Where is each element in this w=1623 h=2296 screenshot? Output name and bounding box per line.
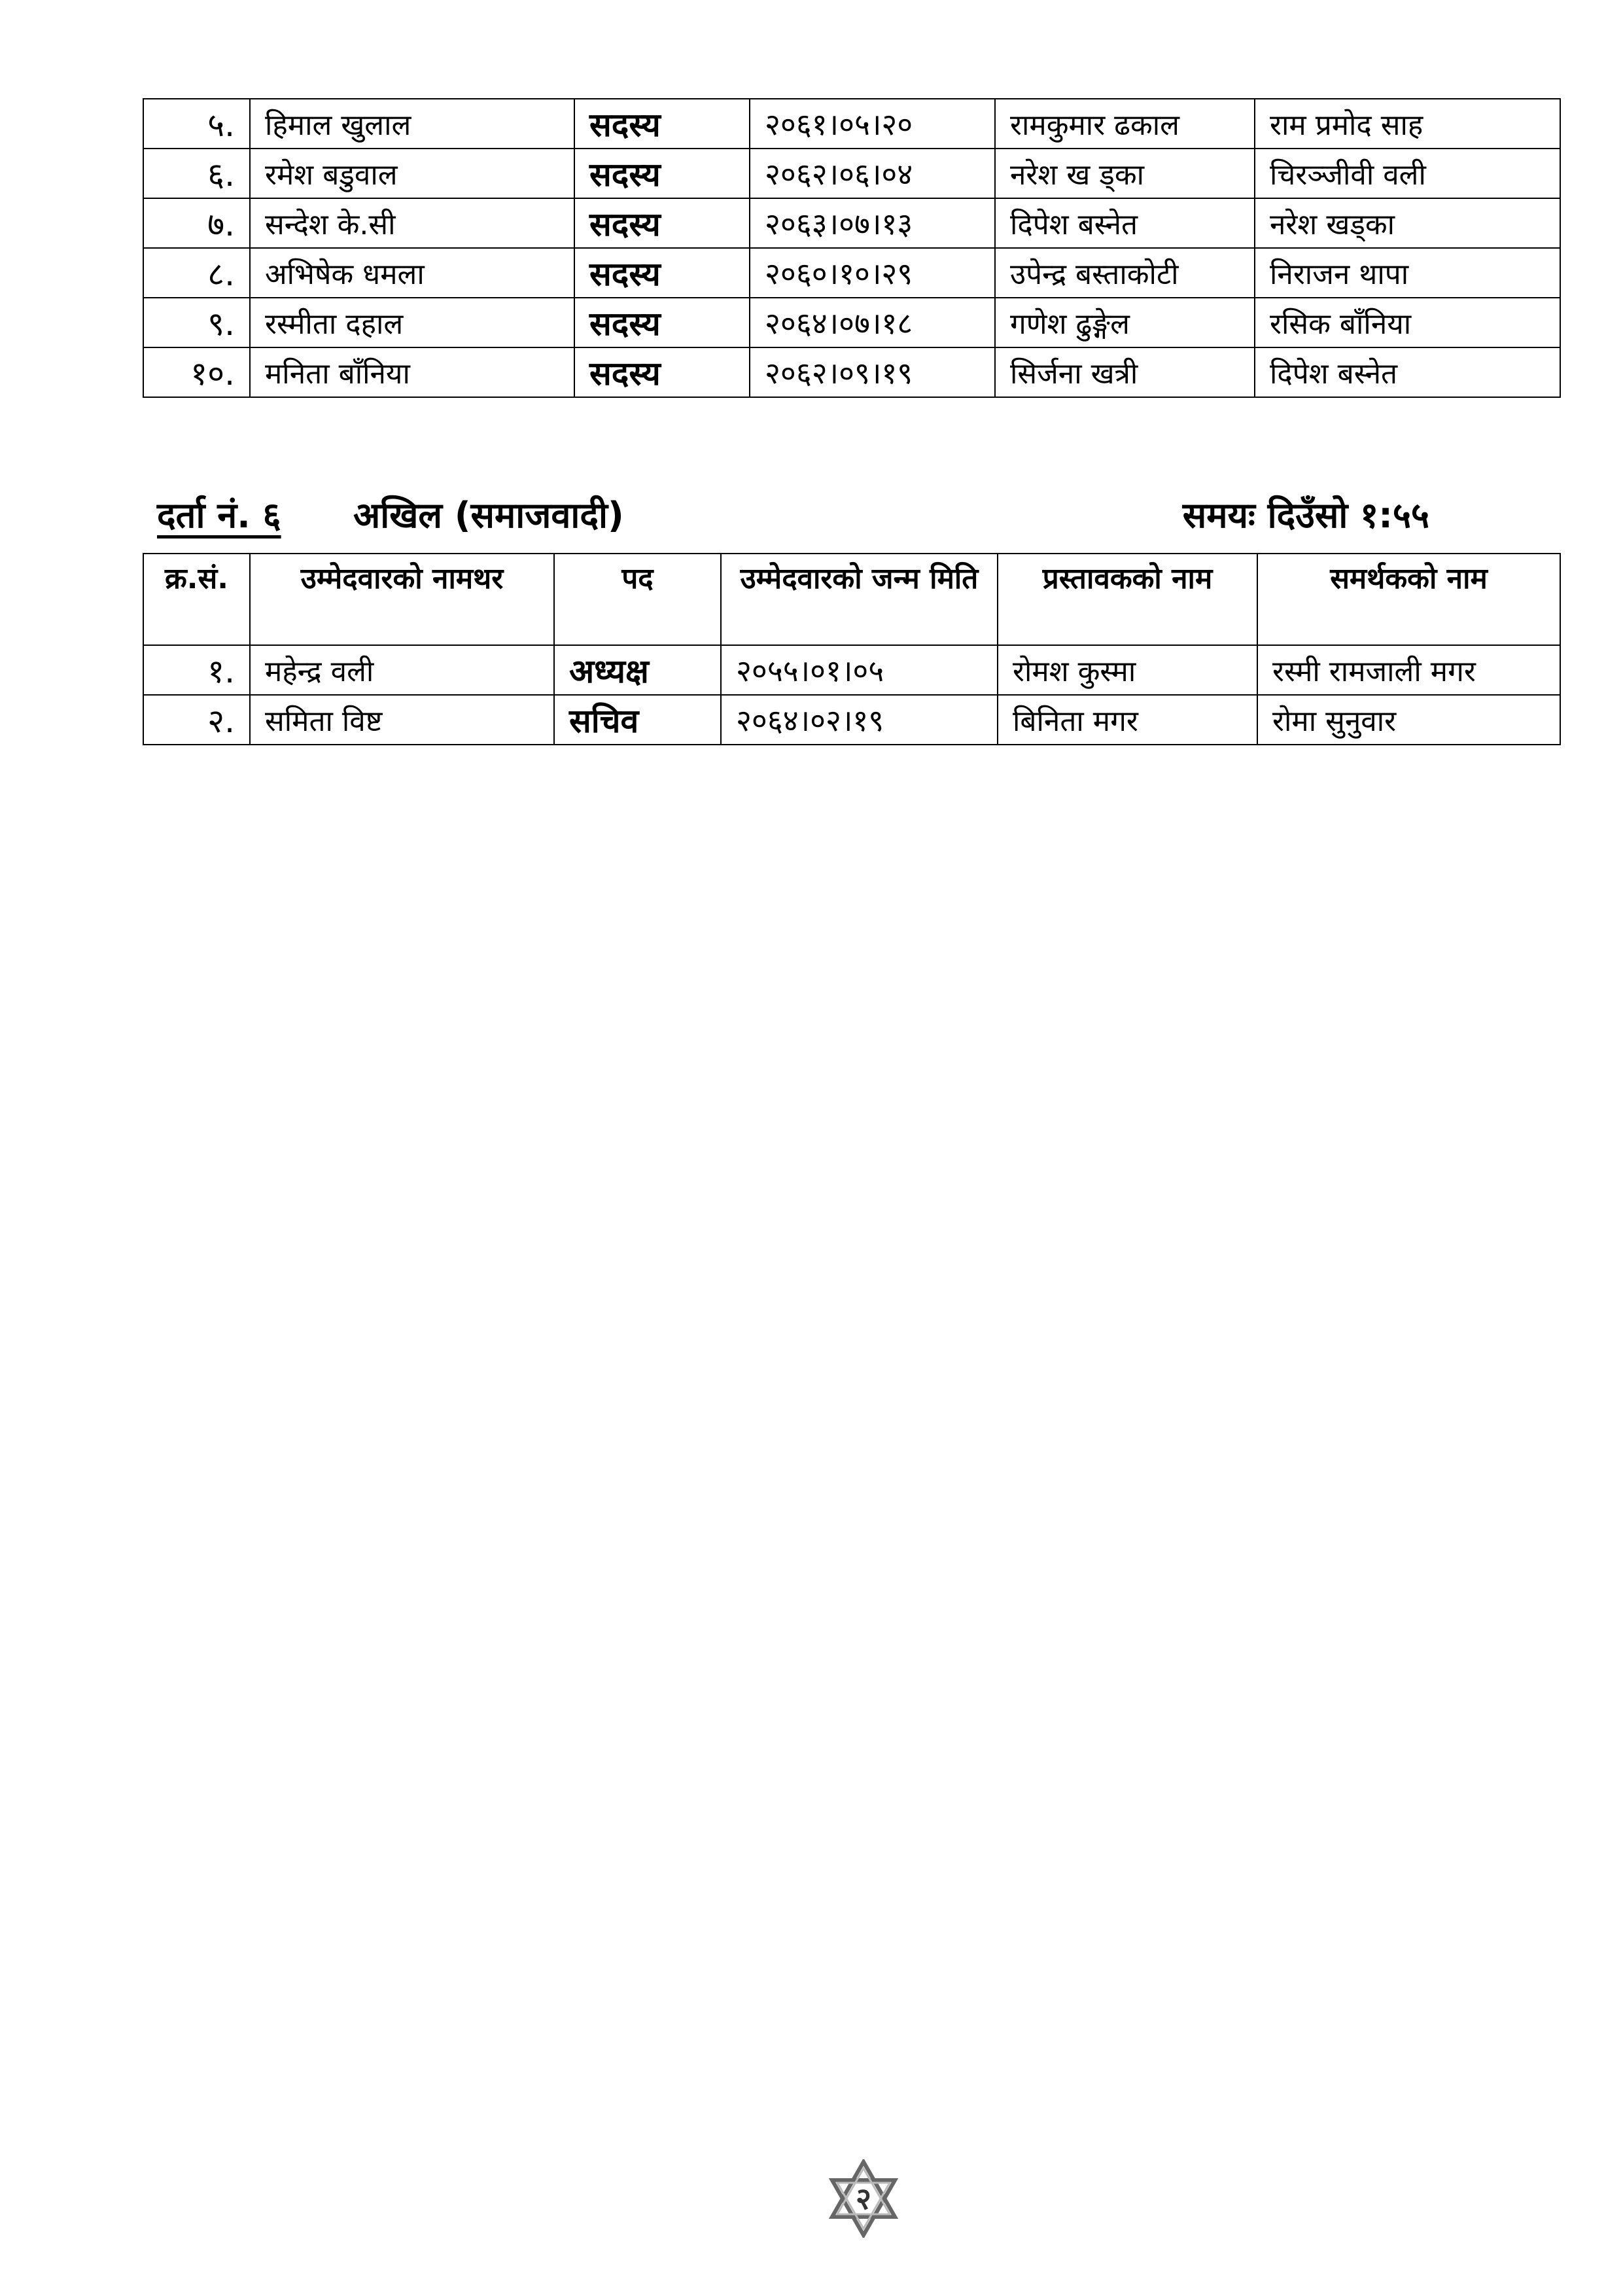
supporter-name-cell: रसिक बाँनिया	[1255, 298, 1560, 347]
supporter-name-cell: निराजन थापा	[1255, 248, 1560, 298]
candidate-table-registration-6	[143, 553, 1561, 745]
post-cell: सचिव	[554, 695, 721, 745]
candidate-name-cell: अभिषेक धमला	[250, 248, 574, 298]
header-birth-date: उम्मेदवारको जन्म मिति	[721, 554, 998, 645]
birth-date-cell: २०६४।०७।१८	[750, 298, 995, 347]
proposer-name-cell: नरेश ख ड्का	[995, 149, 1255, 198]
post-cell: अध्यक्ष	[554, 645, 721, 695]
supporter-name-cell: रस्मी रामजाली मगर	[1257, 645, 1560, 695]
supporter-name-cell: राम प्रमोद साह	[1255, 99, 1560, 149]
table-row	[143, 99, 1560, 149]
table-row	[143, 645, 1560, 695]
candidate-name-cell: रमेश बडुवाल	[250, 149, 574, 198]
post-cell: सदस्य	[574, 347, 750, 397]
birth-date-cell: २०६२।०९।१९	[750, 347, 995, 397]
proposer-name-cell: दिपेश बस्नेत	[995, 198, 1255, 248]
header-supporter-name: समर्थकको नाम	[1257, 554, 1560, 645]
serial-number-cell: ५.	[143, 99, 250, 149]
serial-number-cell: ८.	[143, 248, 250, 298]
candidate-name-cell: समिता विष्ट	[250, 695, 554, 745]
party-name: अखिल (समाजवादी)	[353, 495, 624, 536]
birth-date-cell: २०६३।०७।१३	[750, 198, 995, 248]
registration-number: दर्ता नं. ६	[157, 495, 281, 536]
candidate-name-cell: मनिता बाँनिया	[250, 347, 574, 397]
table-row	[143, 695, 1560, 745]
section-heading	[157, 489, 1429, 535]
birth-date-cell: २०६०।१०।२९	[750, 248, 995, 298]
candidate-name-cell: हिमाल खुलाल	[250, 99, 574, 149]
birth-date-cell: २०६४।०२।१९	[721, 695, 998, 745]
proposer-name-cell: सिर्जना खत्री	[995, 347, 1255, 397]
birth-date-cell: २०५५।०१।०५	[721, 645, 998, 695]
submission-time: समयः दिउँसो १:५५	[1182, 495, 1429, 536]
proposer-name-cell: उपेन्द्र बस्ताकोटी	[995, 248, 1255, 298]
candidate-table-continued	[143, 98, 1561, 398]
supporter-name-cell: चिरञ्जीवी वली	[1255, 149, 1560, 198]
candidate-name-cell: सन्देश के.सी	[250, 198, 574, 248]
birth-date-cell: २०६२।०६।०४	[750, 149, 995, 198]
table-row	[143, 347, 1560, 397]
serial-number-cell: २.	[143, 695, 250, 745]
header-candidate-name: उम्मेदवारको नामथर	[250, 554, 554, 645]
page-number: २	[856, 2181, 871, 2216]
table-row	[143, 298, 1560, 347]
birth-date-cell: २०६१।०५।२०	[750, 99, 995, 149]
post-cell: सदस्य	[574, 149, 750, 198]
table-row	[143, 198, 1560, 248]
post-cell: सदस्य	[574, 248, 750, 298]
post-cell: सदस्य	[574, 298, 750, 347]
table-row	[143, 248, 1560, 298]
serial-number-cell: ७.	[143, 198, 250, 248]
proposer-name-cell: रोमश कुस्मा	[998, 645, 1257, 695]
proposer-name-cell: गणेश ढुङ्गेल	[995, 298, 1255, 347]
serial-number-cell: ९.	[143, 298, 250, 347]
supporter-name-cell: नरेश खड्का	[1255, 198, 1560, 248]
supporter-name-cell: दिपेश बस्नेत	[1255, 347, 1560, 397]
serial-number-cell: १०.	[143, 347, 250, 397]
table-header-row	[143, 554, 1560, 645]
table-row	[143, 149, 1560, 198]
proposer-name-cell: बिनिता मगर	[998, 695, 1257, 745]
proposer-name-cell: रामकुमार ढकाल	[995, 99, 1255, 149]
header-post: पद	[554, 554, 721, 645]
header-proposer-name: प्रस्तावकको नाम	[998, 554, 1257, 645]
serial-number-cell: १.	[143, 645, 250, 695]
post-cell: सदस्य	[574, 99, 750, 149]
supporter-name-cell: रोमा सुनुवार	[1257, 695, 1560, 745]
post-cell: सदस्य	[574, 198, 750, 248]
header-serial-number: क्र.सं.	[143, 554, 250, 645]
candidate-name-cell: महेन्द्र वली	[250, 645, 554, 695]
serial-number-cell: ६.	[143, 149, 250, 198]
candidate-name-cell: रस्मीता दहाल	[250, 298, 574, 347]
